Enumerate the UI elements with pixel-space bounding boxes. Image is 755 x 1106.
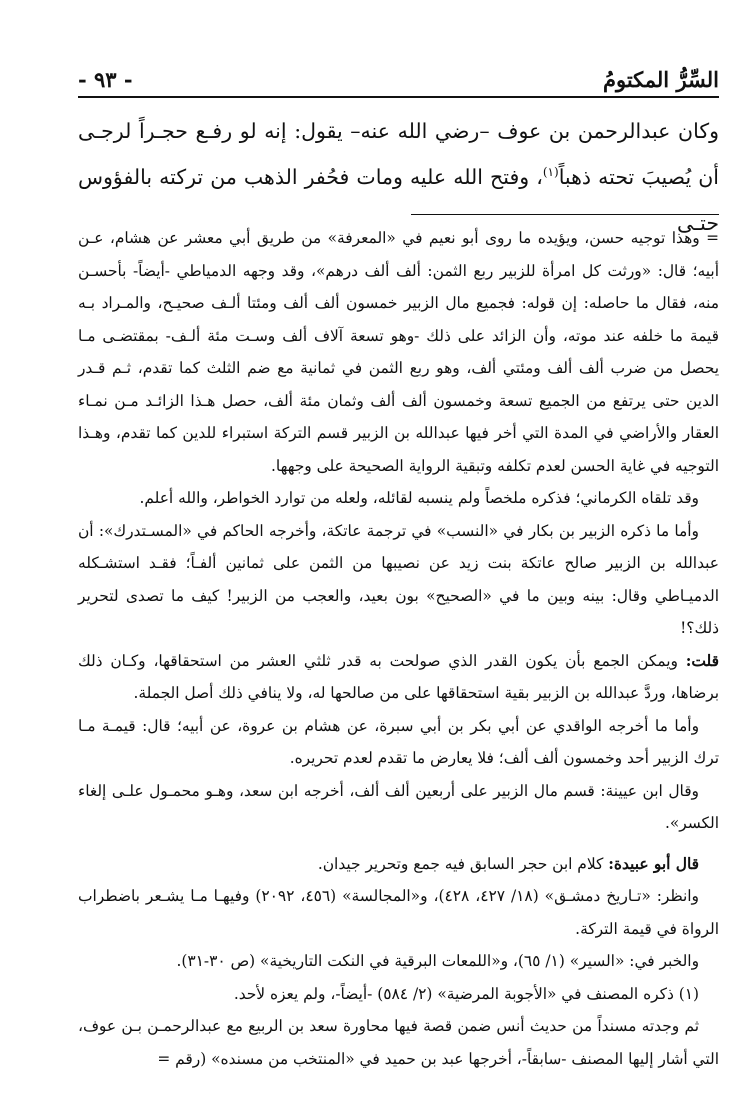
footnote-paragraph: = وهذا توجيه حسن، ويؤيده ما روى أبو نعيم في «المعرفة» من طريق أبي معشر عن هشام، عـن أبيه؛ قال: «ورثت كل امرأة للزبير ربع الثمن: ألف ألف درهم»، وقد وجهه الدمياطي -أيضاً- بأحسـن منه، فقال ما حاصله: إن قوله: فجميع مال الزبير خمسون ألف ألف ومئتا ألـف صحيـح، والمـراد بـه قيمة ما خلفه عند موته، وأن الزائد على ذلك -وهو تسعة آلاف ألف وسـت مئة ألـف- بمقتضـى مـا يحصل من ضرب ألف ألف ومئتي ألف، وهو ربع الثمن في ثمانية مع ضم الثلث كما تقدم، ثـم قـدر الدين حتى يرتفع من الجميع تسعة وخمسون ألف ألف وثمان مئة ألف، حصل هـذا الزائـد مـن نمـاء العقار والأراضي في المدة التي أخر فيها عبدالله بن الزبير قسم التركة استبراء للدين كما تقدم، وهـذا التوجيه في غاية الحسن لعدم تكلفه وتبقية الرواية الصحيحة على وجهها. [78, 229, 719, 475]
book-title: السِّرُّ المكتومُ [602, 67, 719, 92]
footnote-paragraph: (١) ذكره المصنف في «الأجوبة المرضية» (٢/ ٥٨٤) -أيضاً-، ولم يعزه لأحد. [233, 984, 699, 1003]
footnote-paragraph: وأما ما أخرجه الواقدي عن أبي بكر بن أبي سبرة، عن هشام بن عروة، عن أبيه؛ قال: قيمـة مـا ترك الزبير أحد وخمسون ألف ألف؛ فلا يعارض ما تقدم لعدم تحريره. [78, 716, 719, 767]
footnote-paragraph: وأما ما ذكره الزبير بن بكار في «النسب» في ترجمة عاتكة، وأخرجه الحاكم في «المسـتدرك»: أن عبدالله بن الزبير صالح عاتكة بنت زيد عن نصيبها من الثمن على ثمانين ألفـاً؛ فقـد استشـكله الدميـاطي وقال: بينه وبين ما في «الصحيح» بون بعيد، والعجب من الزبير! كيف ما تصدى لتحرير ذلك؟! [78, 521, 719, 637]
main-paragraph-continuation: ، وفتح الله عليه ومات فحُفر الذهب من تركته بالفؤوس حتـى [78, 165, 719, 235]
footnote-paragraph: قال أبو عبيدة: كلام ابن حجر السابق فيه جمع وتحرير جيدان. [317, 854, 699, 873]
footnote-paragraph: وانظر: «تـاريخ دمشـق» (١٨/ ٤٢٧، ٤٢٨)، و«المجالسة» (٤٥٦، ٢٠٩٢) وفيهـا مـا يشـعر باضطراب الرواة في قيمة التركة. [78, 887, 719, 938]
page-header [78, 54, 719, 98]
footnote-label: قلت: [685, 651, 719, 670]
footnote-reference: (١) [542, 165, 559, 180]
footnote-label: قال أبو عبيدة: [608, 854, 699, 873]
footnote-paragraph: ثم وجدته مسنداً من حديث أنس ضمن قصة فيها محاورة سعد بن الربيع مع عبدالرحمـن بـن عوف، التي أشار إليها المصنف -سابقاً-، أخرجها عبد بن حميد في «المنتخب من مسنده» (رقم = [78, 1017, 719, 1068]
page-number: - ٩٣ - [78, 67, 133, 92]
footnote-paragraph: والخبر في: «السير» (١/ ٦٥)، و«اللمعات البرقية في النكت التاريخية» (ص ٣٠-٣١). [176, 952, 699, 970]
footnote-paragraph: وقال ابن عيينة: قسم مال الزبير على أربعين ألف ألف، أخرجه ابن سعد، وهـو محمـول علـى إلغاء الكسر». [78, 781, 719, 832]
spacer [78, 840, 719, 848]
footnotes [78, 222, 719, 1075]
footnote-paragraph: وقد تلقاه الكرماني؛ فذكره ملخصاً ولم ينسبه لقائله، ولعله من توارد الخواطر، والله أعلم. [139, 489, 699, 507]
footnote-paragraph: قلت: ويمكن الجمع بأن يكون القدر الذي صولحت به قدر ثلثي العشر من استحقاقها، وكـان ذلك برضاها، وردَّ عبدالله بن الزبير بقية استحقاقها على من صالحها له، ولا ينافي ذلك أصل الجملة. [78, 651, 719, 702]
footnote-separator [411, 214, 719, 215]
main-paragraph: وكان عبدالرحمن بن عوف –رضي الله عنه– يقول: إنه لو رفـع حجـراً لرجـى أن يُصيبَ تحته ذهباً [78, 119, 719, 189]
